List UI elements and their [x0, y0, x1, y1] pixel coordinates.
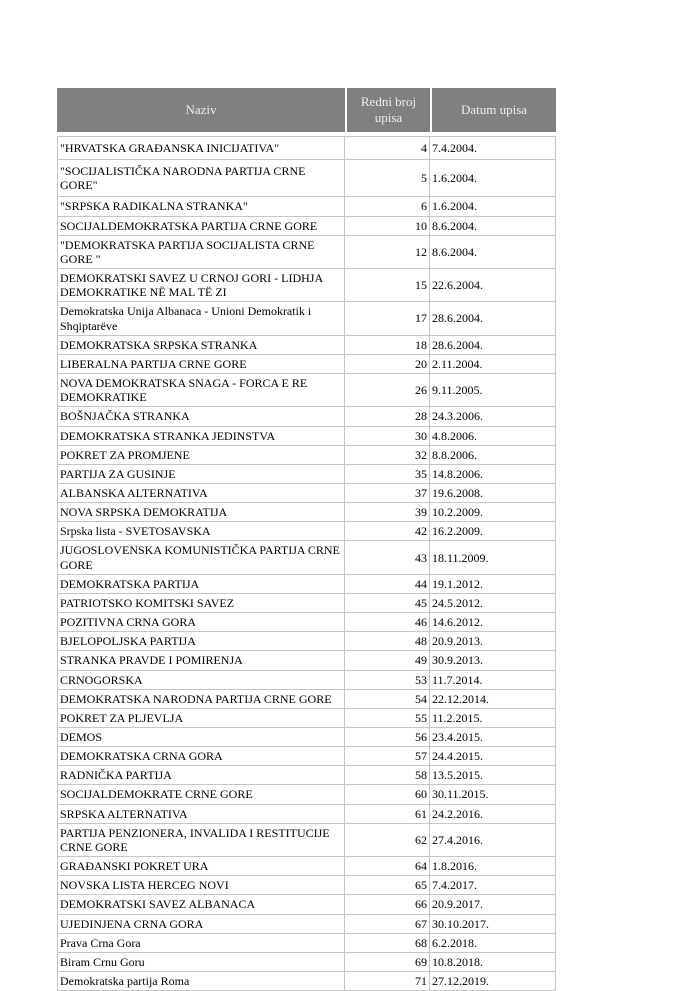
cell-redni-broj-upisa: 18 — [345, 336, 430, 355]
table-row — [57, 709, 556, 728]
cell-naziv: DEMOKRATSKA CRNA GORA — [57, 747, 345, 766]
cell-redni-broj-upisa: 61 — [345, 805, 430, 824]
cell-redni-broj-upisa: 55 — [345, 709, 430, 728]
cell-naziv: SRPSKA ALTERNATIVA — [57, 805, 345, 824]
table-row — [57, 690, 556, 709]
cell-redni-broj-upisa: 58 — [345, 766, 430, 785]
cell-naziv: DEMOKRATSKI SAVEZ ALBANACA — [57, 895, 345, 914]
cell-redni-broj-upisa: 46 — [345, 613, 430, 632]
cell-datum-upisa: 28.6.2004. — [430, 336, 556, 355]
cell-datum-upisa: 30.9.2013. — [430, 651, 556, 670]
cell-datum-upisa: 20.9.2013. — [430, 632, 556, 651]
cell-naziv: RADNIČKA PARTIJA — [57, 766, 345, 785]
cell-datum-upisa: 11.7.2014. — [430, 671, 556, 690]
table-row — [57, 785, 556, 804]
cell-redni-broj-upisa: 42 — [345, 522, 430, 541]
cell-redni-broj-upisa: 43 — [345, 541, 430, 574]
table-row — [57, 575, 556, 594]
table-row — [57, 934, 556, 953]
table-row — [57, 522, 556, 541]
cell-naziv: "SOCIJALISTIČKA NARODNA PARTIJA CRNE GORE" — [57, 160, 345, 197]
cell-redni-broj-upisa: 37 — [345, 484, 430, 503]
cell-datum-upisa: 19.1.2012. — [430, 575, 556, 594]
cell-naziv: UJEDINJENA CRNA GORA — [57, 915, 345, 934]
cell-datum-upisa: 24.3.2006. — [430, 407, 556, 426]
cell-naziv: SOCIJALDEMOKRATE CRNE GORE — [57, 785, 345, 804]
cell-redni-broj-upisa: 56 — [345, 728, 430, 747]
cell-datum-upisa: 16.2.2009. — [430, 522, 556, 541]
table-row — [57, 407, 556, 426]
cell-datum-upisa: 6.2.2018. — [430, 934, 556, 953]
table-row — [57, 465, 556, 484]
cell-redni-broj-upisa: 49 — [345, 651, 430, 670]
cell-naziv: NOVA DEMOKRATSKA SNAGA - FORCA E RE DEMOKRATIKE — [57, 374, 345, 407]
cell-redni-broj-upisa: 48 — [345, 632, 430, 651]
cell-redni-broj-upisa: 66 — [345, 895, 430, 914]
table-row — [57, 136, 556, 160]
cell-naziv: NOVSKA LISTA HERCEG NOVI — [57, 876, 345, 895]
table-row — [57, 269, 556, 302]
cell-datum-upisa: 11.2.2015. — [430, 709, 556, 728]
cell-datum-upisa: 24.4.2015. — [430, 747, 556, 766]
table-row — [57, 217, 556, 236]
table-row — [57, 805, 556, 824]
cell-redni-broj-upisa: 35 — [345, 465, 430, 484]
table-header — [57, 88, 556, 136]
cell-datum-upisa: 8.6.2004. — [430, 217, 556, 236]
table-row — [57, 336, 556, 355]
cell-redni-broj-upisa: 10 — [345, 217, 430, 236]
column-header-redni-broj-upisa: Redni broj upisa — [345, 88, 430, 136]
table-row — [57, 236, 556, 269]
cell-naziv: NOVA SRPSKA DEMOKRATIJA — [57, 503, 345, 522]
cell-naziv: CRNOGORSKA — [57, 671, 345, 690]
cell-redni-broj-upisa: 64 — [345, 857, 430, 876]
cell-naziv: SOCIJALDEMOKRATSKA PARTIJA CRNE GORE — [57, 217, 345, 236]
cell-datum-upisa: 10.2.2009. — [430, 503, 556, 522]
cell-naziv: POKRET ZA PLJEVLJA — [57, 709, 345, 728]
cell-datum-upisa: 23.4.2015. — [430, 728, 556, 747]
cell-redni-broj-upisa: 57 — [345, 747, 430, 766]
cell-redni-broj-upisa: 67 — [345, 915, 430, 934]
cell-datum-upisa: 14.8.2006. — [430, 465, 556, 484]
cell-datum-upisa: 9.11.2005. — [430, 374, 556, 407]
table-row — [57, 446, 556, 465]
table-row — [57, 541, 556, 574]
cell-redni-broj-upisa: 28 — [345, 407, 430, 426]
cell-datum-upisa: 1.8.2016. — [430, 857, 556, 876]
table-row — [57, 632, 556, 651]
column-header-naziv: Naziv — [57, 88, 345, 136]
cell-datum-upisa: 30.10.2017. — [430, 915, 556, 934]
cell-datum-upisa: 7.4.2017. — [430, 876, 556, 895]
cell-datum-upisa: 24.5.2012. — [430, 594, 556, 613]
cell-naziv: "DEMOKRATSKA PARTIJA SOCIJALISTA CRNE GORE " — [57, 236, 345, 269]
cell-redni-broj-upisa: 39 — [345, 503, 430, 522]
table-body — [57, 136, 556, 991]
party-registry-table — [57, 88, 556, 991]
cell-naziv: DEMOS — [57, 728, 345, 747]
cell-naziv: Demokratska partija Roma — [57, 972, 345, 991]
table-row — [57, 651, 556, 670]
cell-redni-broj-upisa: 26 — [345, 374, 430, 407]
table-row — [57, 728, 556, 747]
cell-naziv: PARTIJA ZA GUSINJE — [57, 465, 345, 484]
table-row — [57, 503, 556, 522]
cell-redni-broj-upisa: 17 — [345, 302, 430, 335]
cell-naziv: PARTIJA PENZIONERA, INVALIDA I RESTITUCIJE CRNE GORE — [57, 824, 345, 857]
cell-redni-broj-upisa: 69 — [345, 953, 430, 972]
table-row — [57, 197, 556, 216]
cell-redni-broj-upisa: 62 — [345, 824, 430, 857]
cell-datum-upisa: 1.6.2004. — [430, 197, 556, 216]
cell-datum-upisa: 19.6.2008. — [430, 484, 556, 503]
cell-naziv: Demokratska Unija Albanaca - Unioni Demokratik i Shqiptarëve — [57, 302, 345, 335]
cell-naziv: LIBERALNA PARTIJA CRNE GORE — [57, 355, 345, 374]
table-row — [57, 895, 556, 914]
cell-redni-broj-upisa: 30 — [345, 427, 430, 446]
cell-naziv: DEMOKRATSKA PARTIJA — [57, 575, 345, 594]
cell-datum-upisa: 8.8.2006. — [430, 446, 556, 465]
cell-datum-upisa: 27.12.2019. — [430, 972, 556, 991]
cell-naziv: ALBANSKA ALTERNATIVA — [57, 484, 345, 503]
cell-datum-upisa: 18.11.2009. — [430, 541, 556, 574]
table-row — [57, 824, 556, 857]
cell-datum-upisa: 24.2.2016. — [430, 805, 556, 824]
cell-redni-broj-upisa: 71 — [345, 972, 430, 991]
cell-datum-upisa: 28.6.2004. — [430, 302, 556, 335]
cell-datum-upisa: 22.12.2014. — [430, 690, 556, 709]
cell-naziv: POKRET ZA PROMJENE — [57, 446, 345, 465]
cell-naziv: DEMOKRATSKI SAVEZ U CRNOJ GORI - LIDHJA DEMOKRATIKE NË MAL TË ZI — [57, 269, 345, 302]
cell-naziv: DEMOKRATSKA STRANKA JEDINSTVA — [57, 427, 345, 446]
table-row — [57, 427, 556, 446]
cell-naziv: "HRVATSKA GRAĐANSKA INICIJATIVA" — [57, 136, 345, 160]
cell-naziv: BOŠNJAČKA STRANKA — [57, 407, 345, 426]
cell-redni-broj-upisa: 68 — [345, 934, 430, 953]
cell-datum-upisa: 22.6.2004. — [430, 269, 556, 302]
table-row — [57, 876, 556, 895]
cell-redni-broj-upisa: 4 — [345, 136, 430, 160]
cell-redni-broj-upisa: 54 — [345, 690, 430, 709]
cell-naziv: GRAĐANSKI POKRET URA — [57, 857, 345, 876]
table-row — [57, 972, 556, 991]
table-row — [57, 613, 556, 632]
table-row — [57, 374, 556, 407]
cell-naziv: DEMOKRATSKA SRPSKA STRANKA — [57, 336, 345, 355]
cell-datum-upisa: 27.4.2016. — [430, 824, 556, 857]
cell-datum-upisa: 13.5.2015. — [430, 766, 556, 785]
cell-redni-broj-upisa: 6 — [345, 197, 430, 216]
cell-datum-upisa: 4.8.2006. — [430, 427, 556, 446]
cell-naziv: BJELOPOLJSKA PARTIJA — [57, 632, 345, 651]
cell-datum-upisa: 1.6.2004. — [430, 160, 556, 197]
table-row — [57, 766, 556, 785]
cell-datum-upisa: 14.6.2012. — [430, 613, 556, 632]
cell-datum-upisa: 2.11.2004. — [430, 355, 556, 374]
cell-datum-upisa: 30.11.2015. — [430, 785, 556, 804]
cell-redni-broj-upisa: 12 — [345, 236, 430, 269]
table-row — [57, 953, 556, 972]
table-row — [57, 671, 556, 690]
column-header-datum-upisa: Datum upisa — [430, 88, 556, 136]
table-row — [57, 160, 556, 197]
cell-naziv: "SRPSKA RADIKALNA STRANKA" — [57, 197, 345, 216]
cell-redni-broj-upisa: 65 — [345, 876, 430, 895]
cell-naziv: DEMOKRATSKA NARODNA PARTIJA CRNE GORE — [57, 690, 345, 709]
table-row — [57, 857, 556, 876]
cell-naziv: STRANKA PRAVDE I POMIRENJA — [57, 651, 345, 670]
cell-redni-broj-upisa: 32 — [345, 446, 430, 465]
cell-naziv: Srpska lista - SVETOSAVSKA — [57, 522, 345, 541]
table-row — [57, 484, 556, 503]
table-row — [57, 594, 556, 613]
cell-naziv: PATRIOTSKO KOMITSKI SAVEZ — [57, 594, 345, 613]
cell-naziv: Prava Crna Gora — [57, 934, 345, 953]
header-row — [57, 88, 556, 136]
cell-redni-broj-upisa: 15 — [345, 269, 430, 302]
cell-redni-broj-upisa: 60 — [345, 785, 430, 804]
table-row — [57, 302, 556, 335]
cell-naziv: Biram Crnu Goru — [57, 953, 345, 972]
cell-redni-broj-upisa: 45 — [345, 594, 430, 613]
table-row — [57, 355, 556, 374]
table-row — [57, 747, 556, 766]
cell-datum-upisa: 20.9.2017. — [430, 895, 556, 914]
table-row — [57, 915, 556, 934]
cell-redni-broj-upisa: 5 — [345, 160, 430, 197]
cell-redni-broj-upisa: 20 — [345, 355, 430, 374]
cell-datum-upisa: 7.4.2004. — [430, 136, 556, 160]
cell-datum-upisa: 8.6.2004. — [430, 236, 556, 269]
cell-redni-broj-upisa: 44 — [345, 575, 430, 594]
cell-naziv: JUGOSLOVENSKA KOMUNISTIČKA PARTIJA CRNE GORE — [57, 541, 345, 574]
cell-datum-upisa: 10.8.2018. — [430, 953, 556, 972]
cell-redni-broj-upisa: 53 — [345, 671, 430, 690]
cell-naziv: POZITIVNA CRNA GORA — [57, 613, 345, 632]
